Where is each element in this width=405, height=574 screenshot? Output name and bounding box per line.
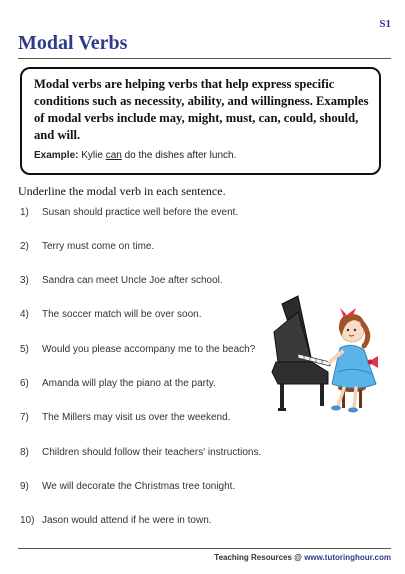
item-number: 5): [20, 344, 29, 355]
item-sentence[interactable]: We will decorate the Christmas tree tonight.: [42, 481, 236, 492]
footer-divider: [18, 548, 391, 549]
footer: [214, 553, 391, 562]
item-number: 10): [20, 515, 35, 526]
example-sentence: [81, 150, 236, 161]
title-divider: [18, 58, 391, 59]
item-sentence[interactable]: Terry must come on time.: [42, 241, 155, 252]
item-sentence[interactable]: Children should follow their teachers' instructions.: [42, 447, 262, 458]
item-sentence[interactable]: Amanda will play the piano at the party.: [42, 378, 216, 389]
example-text-after: do the dishes after lunch.: [121, 150, 237, 161]
item-number: 6): [20, 378, 29, 389]
list-item: [20, 241, 154, 257]
list-item: [20, 481, 235, 497]
example-label: Example:: [34, 150, 79, 161]
item-number: 8): [20, 447, 29, 458]
instruction: Underline the modal verb in each sentence.: [18, 184, 226, 198]
definition-box: [20, 67, 381, 175]
page-title: Modal Verbs: [18, 32, 128, 54]
list-item: [20, 207, 238, 223]
item-sentence[interactable]: Susan should practice well before the event.: [42, 207, 239, 218]
example-text-before: Kylie: [81, 150, 106, 161]
item-sentence[interactable]: Sandra can meet Uncle Joe after school.: [42, 275, 223, 286]
footer-label: Teaching Resources @: [214, 553, 305, 562]
list-item: [20, 447, 261, 463]
girl-playing-piano-icon: [268, 292, 384, 416]
list-item: [20, 412, 230, 428]
item-number: 9): [20, 481, 29, 492]
list-item: [20, 378, 216, 394]
example-line: [34, 150, 369, 161]
worksheet-code: S1: [379, 18, 391, 30]
item-sentence[interactable]: The soccer match will be over soon.: [42, 309, 202, 320]
definition-text: Modal verbs are helping verbs that help express specific conditions such as necessity, ability, and willingness. Examples of modal verbs include may, might, must, can, could, should, and will.: [34, 77, 369, 142]
list-item: [20, 344, 255, 360]
list-item: [20, 309, 202, 325]
item-number: 2): [20, 241, 29, 252]
list-item: [20, 515, 212, 531]
item-number: 7): [20, 412, 29, 423]
item-sentence[interactable]: Would you please accompany me to the beach?: [42, 344, 256, 355]
footer-site-link[interactable]: www.tutoringhour.com: [304, 553, 391, 562]
item-sentence[interactable]: Jason would attend if he were in town.: [42, 515, 212, 526]
list-item: [20, 275, 223, 291]
item-number: 4): [20, 309, 29, 320]
item-sentence[interactable]: The Millers may visit us over the weekend.: [42, 412, 231, 423]
item-number: 1): [20, 207, 29, 218]
example-modal-word: can: [105, 150, 122, 161]
item-number: 3): [20, 275, 29, 286]
